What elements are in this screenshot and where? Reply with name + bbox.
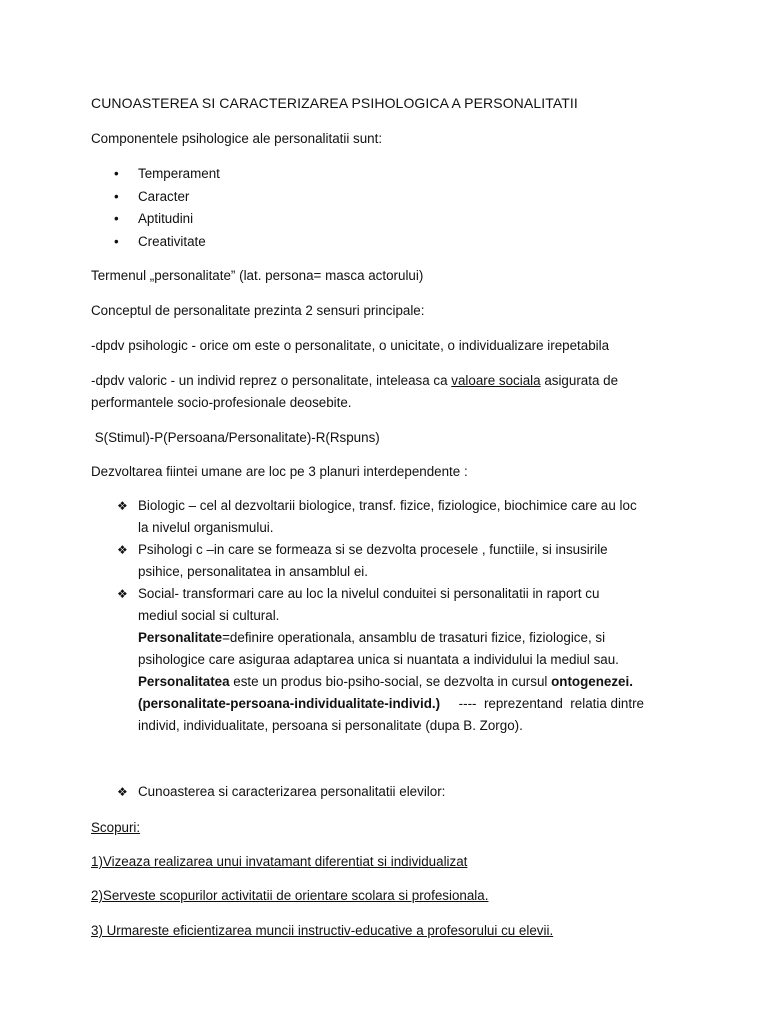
list-item: • Aptitudini <box>91 208 220 231</box>
planes-list <box>117 495 687 737</box>
components-heading: Componentele psihologice ale personalitatii sunt: <box>91 131 383 146</box>
scope-item-1: 1)Vizeaza realizarea unui invatamant diferentiat si individualizat <box>91 854 468 869</box>
sense-valoric: -dpdv valoric - un individ reprez o personalitate, inteleasa ca valoare sociala asigurata de performantele socio-profesionale deosebite. <box>91 373 619 410</box>
diamond-bullet-icon: ❖ <box>117 587 128 601</box>
underlined-term: valoare sociala <box>451 373 541 388</box>
scopes-heading: Scopuri: <box>91 820 141 835</box>
personality-product: Personalitatea este un produs bio-psiho-social, se dezvolta in cursul ontogenezei. <box>138 674 633 689</box>
scope-item-2: 2)Serveste scopurilor activitatii de orientare scolara si profesionala. <box>91 888 489 903</box>
list-item-biologic: ❖ Biologic – cel al dezvoltarii biologice, transf. fizice, fiziologice, biochimice care au loc la nivelul organismului. <box>117 495 687 539</box>
list-item: • Temperament <box>91 163 220 186</box>
personality-definition: Personalitate=definire operationala, ansamblu de trasaturi fizice, fiziologice, si <box>138 630 606 645</box>
list-item-psihologic: ❖ Psihologi c –in care se formeaza si se dezvolta procesele , functiile, si insusirile psihice, personalitatea in ansamblul ei. <box>117 539 687 583</box>
bullet-icon: • <box>114 188 119 204</box>
concept-paragraph: Conceptul de personalitate prezinta 2 sensuri principale: <box>91 303 425 318</box>
list-item-social: ❖ Social- transformari care au loc la nivelul conduitei si personalitatii in raport cu mediul social si cultural. Personalitate=definire operationala, ansamblu de trasaturi fizice, fiziologice, si psihologice care asiguraa adaptarea unica si nuantata a individului la mediul sau. Personalitatea este un produs bio-psiho-social, se dezvolta in cursul ontogenezei. (personalitate-persoana-individualitate-individ.) ---- reprezentand relatia dintre individ, individualitate, persoana si personalitate (dupa B. Zorgo). <box>117 583 687 737</box>
bullet-icon: • <box>114 233 119 249</box>
diamond-bullet-icon: ❖ <box>117 543 128 557</box>
list-item-knowledge: ❖ Cunoasterea si caracterizarea personalitatii elevilor: <box>117 781 687 803</box>
diamond-bullet-icon: ❖ <box>117 499 128 513</box>
planes-heading: Dezvoltarea fiintei umane are loc pe 3 planuri interdependente : <box>91 464 468 479</box>
components-list <box>91 163 220 253</box>
list-item: • Creativitate <box>91 231 220 254</box>
scope-item-3: 3) Urmareste eficientizarea muncii instructiv-educative a profesorului cu elevii. <box>91 923 554 938</box>
list-item: • Caracter <box>91 186 220 209</box>
sense-psychological: -dpdv psihologic - orice om este o personalitate, o unicitate, o individualizare irepetabila <box>91 338 610 353</box>
knowledge-list <box>117 781 687 803</box>
term-paragraph: Termenul „personalitate” (lat. persona= masca actorului) <box>91 268 424 283</box>
bullet-icon: • <box>114 211 119 226</box>
formula-line: S(Stimul)-P(Persoana/Personalitate)-R(Rspuns) <box>91 430 380 445</box>
diamond-bullet-icon: ❖ <box>117 785 128 799</box>
document-title: CUNOASTEREA SI CARACTERIZAREA PSIHOLOGICA A PERSONALITATII <box>91 95 578 111</box>
bullet-icon: • <box>114 166 119 181</box>
